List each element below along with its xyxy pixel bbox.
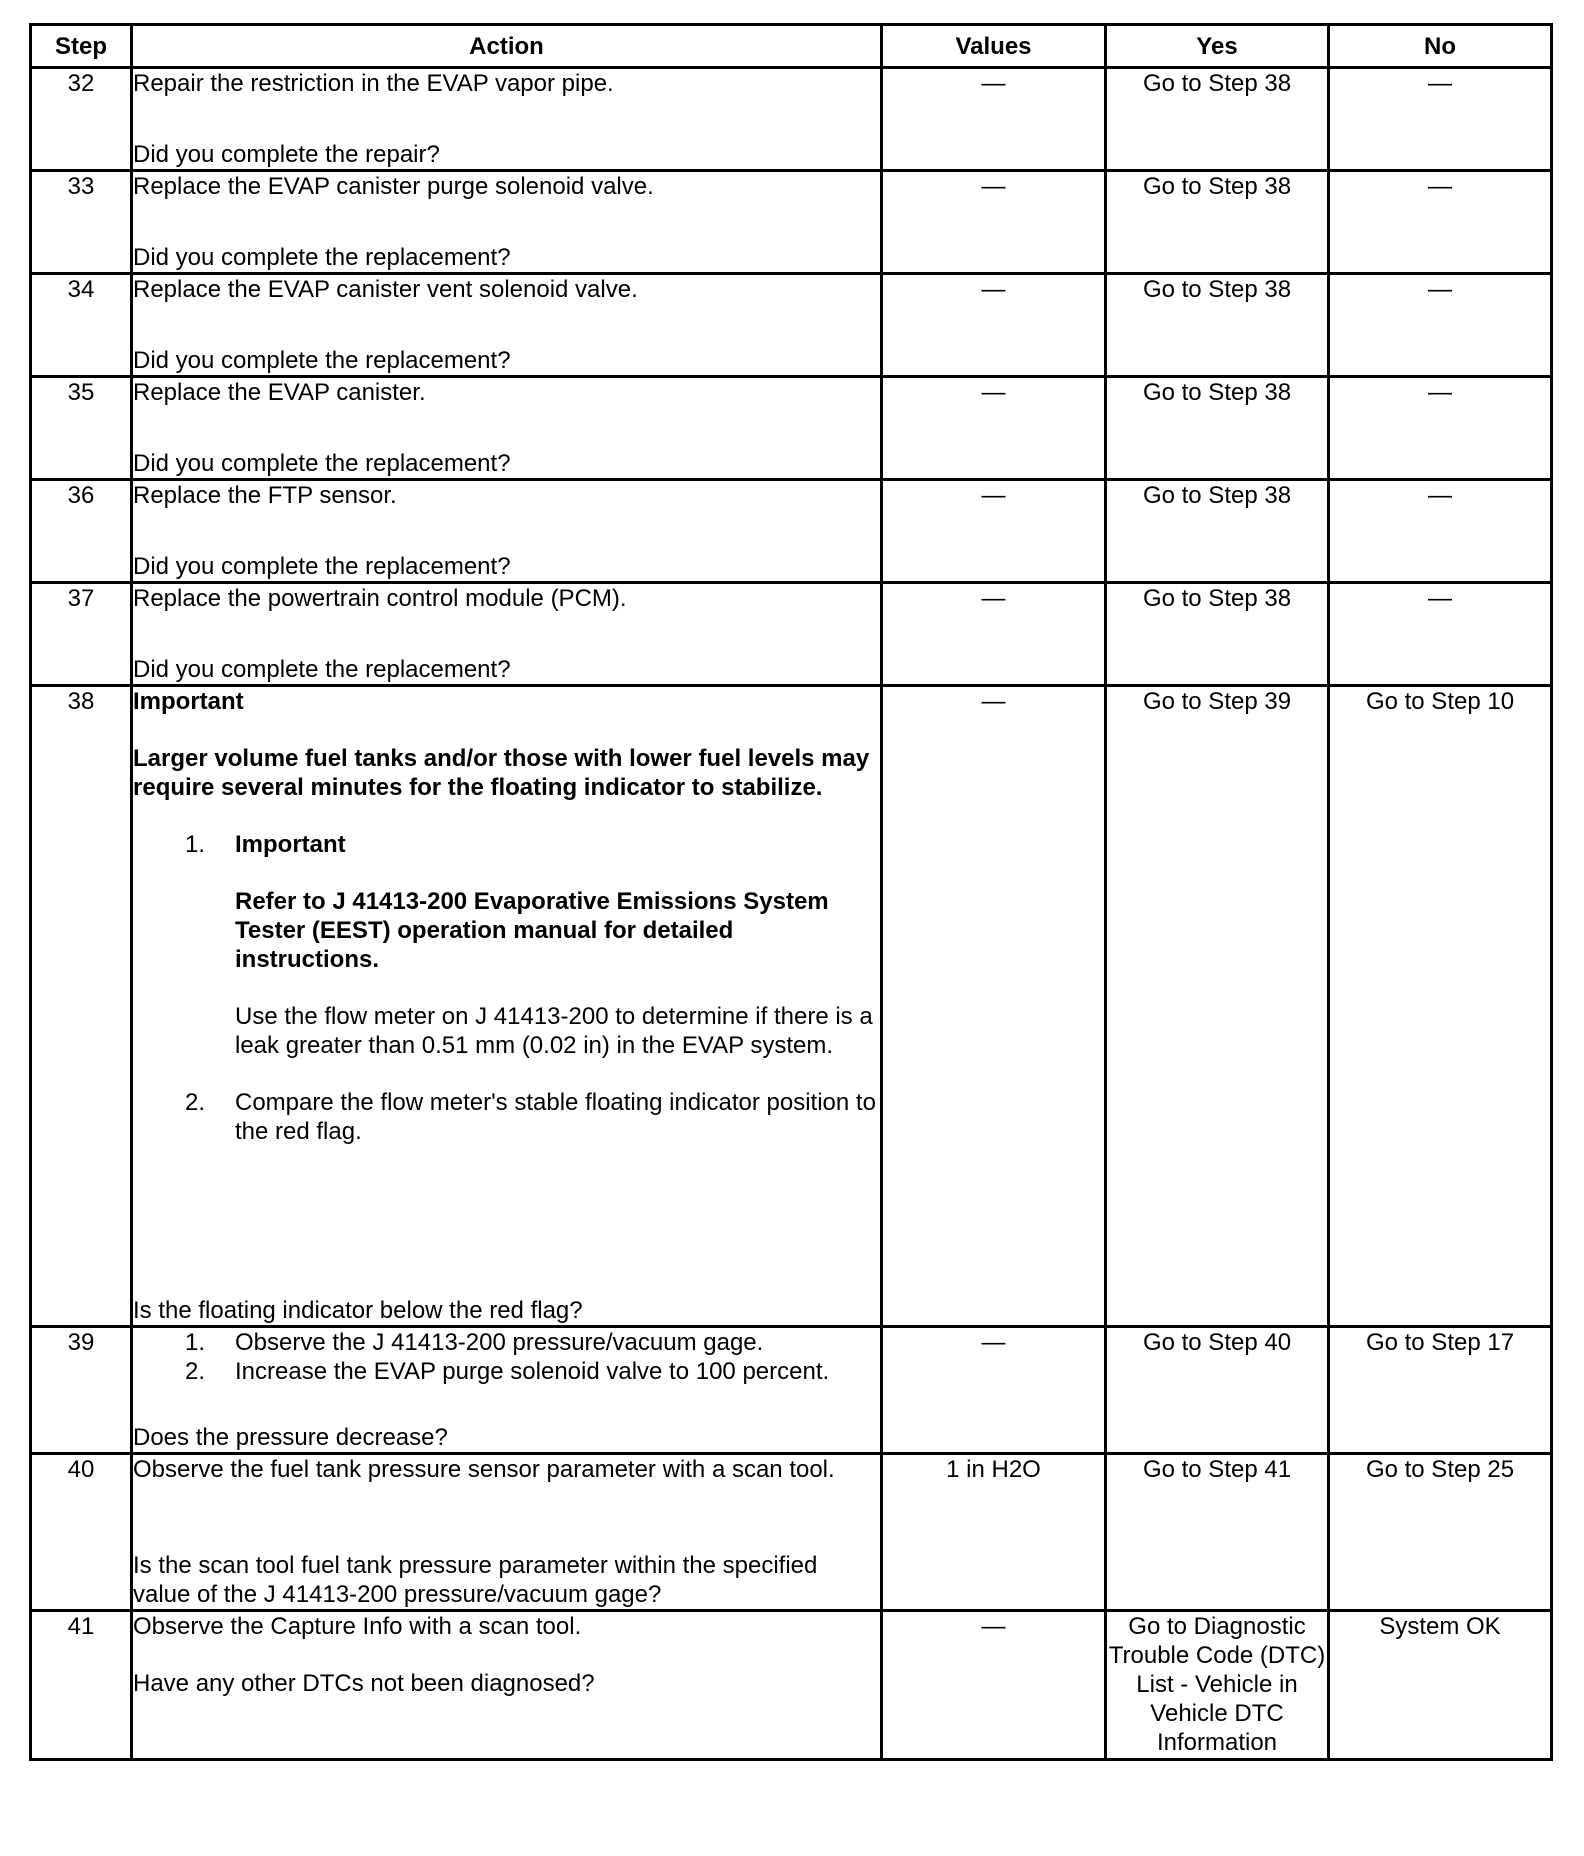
substep-text: Observe the J 41413-200 pressure/vacuum gage. xyxy=(235,1329,764,1356)
action-text: Observe the Capture Info with a scan tool. xyxy=(133,1613,582,1640)
step-number: 36 xyxy=(31,480,132,583)
substep-text: Increase the EVAP purge solenoid valve to 100 percent. xyxy=(235,1358,830,1385)
action-content xyxy=(133,687,880,1146)
yes-cell: Go to Step 38 xyxy=(1106,480,1329,583)
step-number: 38 xyxy=(31,686,132,1327)
values-cell: — xyxy=(882,1327,1106,1454)
substep-number: 2. xyxy=(184,1089,205,1116)
step-number: 40 xyxy=(31,1454,132,1611)
question-text: Have any other DTCs not been diagnosed? xyxy=(133,1670,595,1697)
step-number: 41 xyxy=(31,1611,132,1760)
values-cell: — xyxy=(882,480,1106,583)
no-cell: Go to Step 17 xyxy=(1329,1327,1552,1454)
substep-1 xyxy=(133,1328,880,1357)
substep-2 xyxy=(133,1088,880,1146)
values-cell: — xyxy=(882,1611,1106,1760)
substep-text: Compare the flow meter's stable floating indicator position to the red flag. xyxy=(235,1089,876,1145)
values-cell: 1 in H2O xyxy=(882,1454,1106,1611)
substep-number: 1. xyxy=(184,831,205,858)
table-row xyxy=(31,1454,1552,1611)
action-cell xyxy=(132,1611,882,1760)
yes-cell: Go to Step 39 xyxy=(1106,686,1329,1327)
table-row xyxy=(31,1327,1552,1454)
yes-cell: Go to Step 38 xyxy=(1106,171,1329,274)
action-text: Replace the EVAP canister. xyxy=(133,379,426,406)
yes-cell: Go to Diagnostic Trouble Code (DTC) List - Vehicle in Vehicle DTC Information xyxy=(1106,1611,1329,1760)
values-cell: — xyxy=(882,377,1106,480)
action-text: Observe the fuel tank pressure sensor parameter with a scan tool. xyxy=(133,1456,835,1483)
substep-list xyxy=(133,830,880,1146)
question-text: Did you complete the replacement? xyxy=(133,244,511,271)
table-row xyxy=(31,686,1552,1327)
step-number: 35 xyxy=(31,377,132,480)
question-text: Is the floating indicator below the red flag? xyxy=(133,1297,583,1324)
action-cell xyxy=(132,274,882,377)
no-cell: Go to Step 25 xyxy=(1329,1454,1552,1611)
table-row xyxy=(31,1611,1552,1760)
no-cell: — xyxy=(1329,480,1552,583)
yes-cell: Go to Step 38 xyxy=(1106,274,1329,377)
step-number: 34 xyxy=(31,274,132,377)
action-cell xyxy=(132,1327,882,1454)
no-cell: System OK xyxy=(1329,1611,1552,1760)
header-row xyxy=(31,25,1552,68)
substep-list xyxy=(133,1328,880,1386)
no-cell: — xyxy=(1329,274,1552,377)
important-label: Important xyxy=(133,688,244,715)
diagnostic-table xyxy=(29,23,1553,1761)
action-cell xyxy=(132,480,882,583)
no-cell: — xyxy=(1329,68,1552,171)
table-row xyxy=(31,480,1552,583)
substep-number: 1. xyxy=(184,1329,205,1356)
values-cell: — xyxy=(882,171,1106,274)
values-cell: — xyxy=(882,274,1106,377)
values-cell: — xyxy=(882,583,1106,686)
question-text: Did you complete the replacement? xyxy=(133,347,511,374)
question-text: Did you complete the replacement? xyxy=(133,553,511,580)
question-text: Did you complete the repair? xyxy=(133,141,440,168)
no-cell: — xyxy=(1329,377,1552,480)
substep-important-label: Important xyxy=(235,831,346,858)
step-number: 37 xyxy=(31,583,132,686)
header-values: Values xyxy=(882,25,1106,68)
step-number: 32 xyxy=(31,68,132,171)
table-row xyxy=(31,171,1552,274)
yes-cell: Go to Step 38 xyxy=(1106,377,1329,480)
values-cell: — xyxy=(882,68,1106,171)
substep-important-text: Refer to J 41413-200 Evaporative Emissions System Tester (EEST) operation manual for detailed instructions. xyxy=(235,888,829,973)
action-text: Replace the FTP sensor. xyxy=(133,482,397,509)
action-text: Replace the powertrain control module (PCM). xyxy=(133,585,627,612)
table-row xyxy=(31,377,1552,480)
header-action: Action xyxy=(132,25,882,68)
question-text: Does the pressure decrease? xyxy=(133,1424,448,1451)
action-cell xyxy=(132,1454,882,1611)
no-cell: — xyxy=(1329,171,1552,274)
yes-cell: Go to Step 41 xyxy=(1106,1454,1329,1611)
substep-1 xyxy=(133,830,880,1060)
important-text: Larger volume fuel tanks and/or those with lower fuel levels may require several minutes for the floating indicator to stabilize. xyxy=(133,745,870,801)
table-row xyxy=(31,274,1552,377)
substep-2 xyxy=(133,1357,880,1386)
action-text: Repair the restriction in the EVAP vapor pipe. xyxy=(133,70,614,97)
yes-cell: Go to Step 38 xyxy=(1106,68,1329,171)
action-text: Replace the EVAP canister vent solenoid valve. xyxy=(133,276,638,303)
substep-number: 2. xyxy=(184,1358,205,1385)
header-step: Step xyxy=(31,25,132,68)
question-text: Is the scan tool fuel tank pressure parameter within the specified value of the J 41413-200 pressure/vacuum gage? xyxy=(133,1552,818,1608)
table-row xyxy=(31,583,1552,686)
yes-cell: Go to Step 40 xyxy=(1106,1327,1329,1454)
header-no: No xyxy=(1329,25,1552,68)
header-yes: Yes xyxy=(1106,25,1329,68)
question-text: Did you complete the replacement? xyxy=(133,450,511,477)
step-number: 33 xyxy=(31,171,132,274)
no-cell: Go to Step 10 xyxy=(1329,686,1552,1327)
values-cell: — xyxy=(882,686,1106,1327)
action-cell xyxy=(132,686,882,1327)
step-number: 39 xyxy=(31,1327,132,1454)
action-cell xyxy=(132,377,882,480)
table-row xyxy=(31,68,1552,171)
action-cell xyxy=(132,171,882,274)
action-cell xyxy=(132,68,882,171)
question-text: Did you complete the replacement? xyxy=(133,656,511,683)
action-text: Replace the EVAP canister purge solenoid valve. xyxy=(133,173,654,200)
substep-text: Use the flow meter on J 41413-200 to determine if there is a leak greater than 0.51 mm (0.02 in) in the EVAP system. xyxy=(235,1003,873,1059)
yes-cell: Go to Step 38 xyxy=(1106,583,1329,686)
action-cell xyxy=(132,583,882,686)
no-cell: — xyxy=(1329,583,1552,686)
